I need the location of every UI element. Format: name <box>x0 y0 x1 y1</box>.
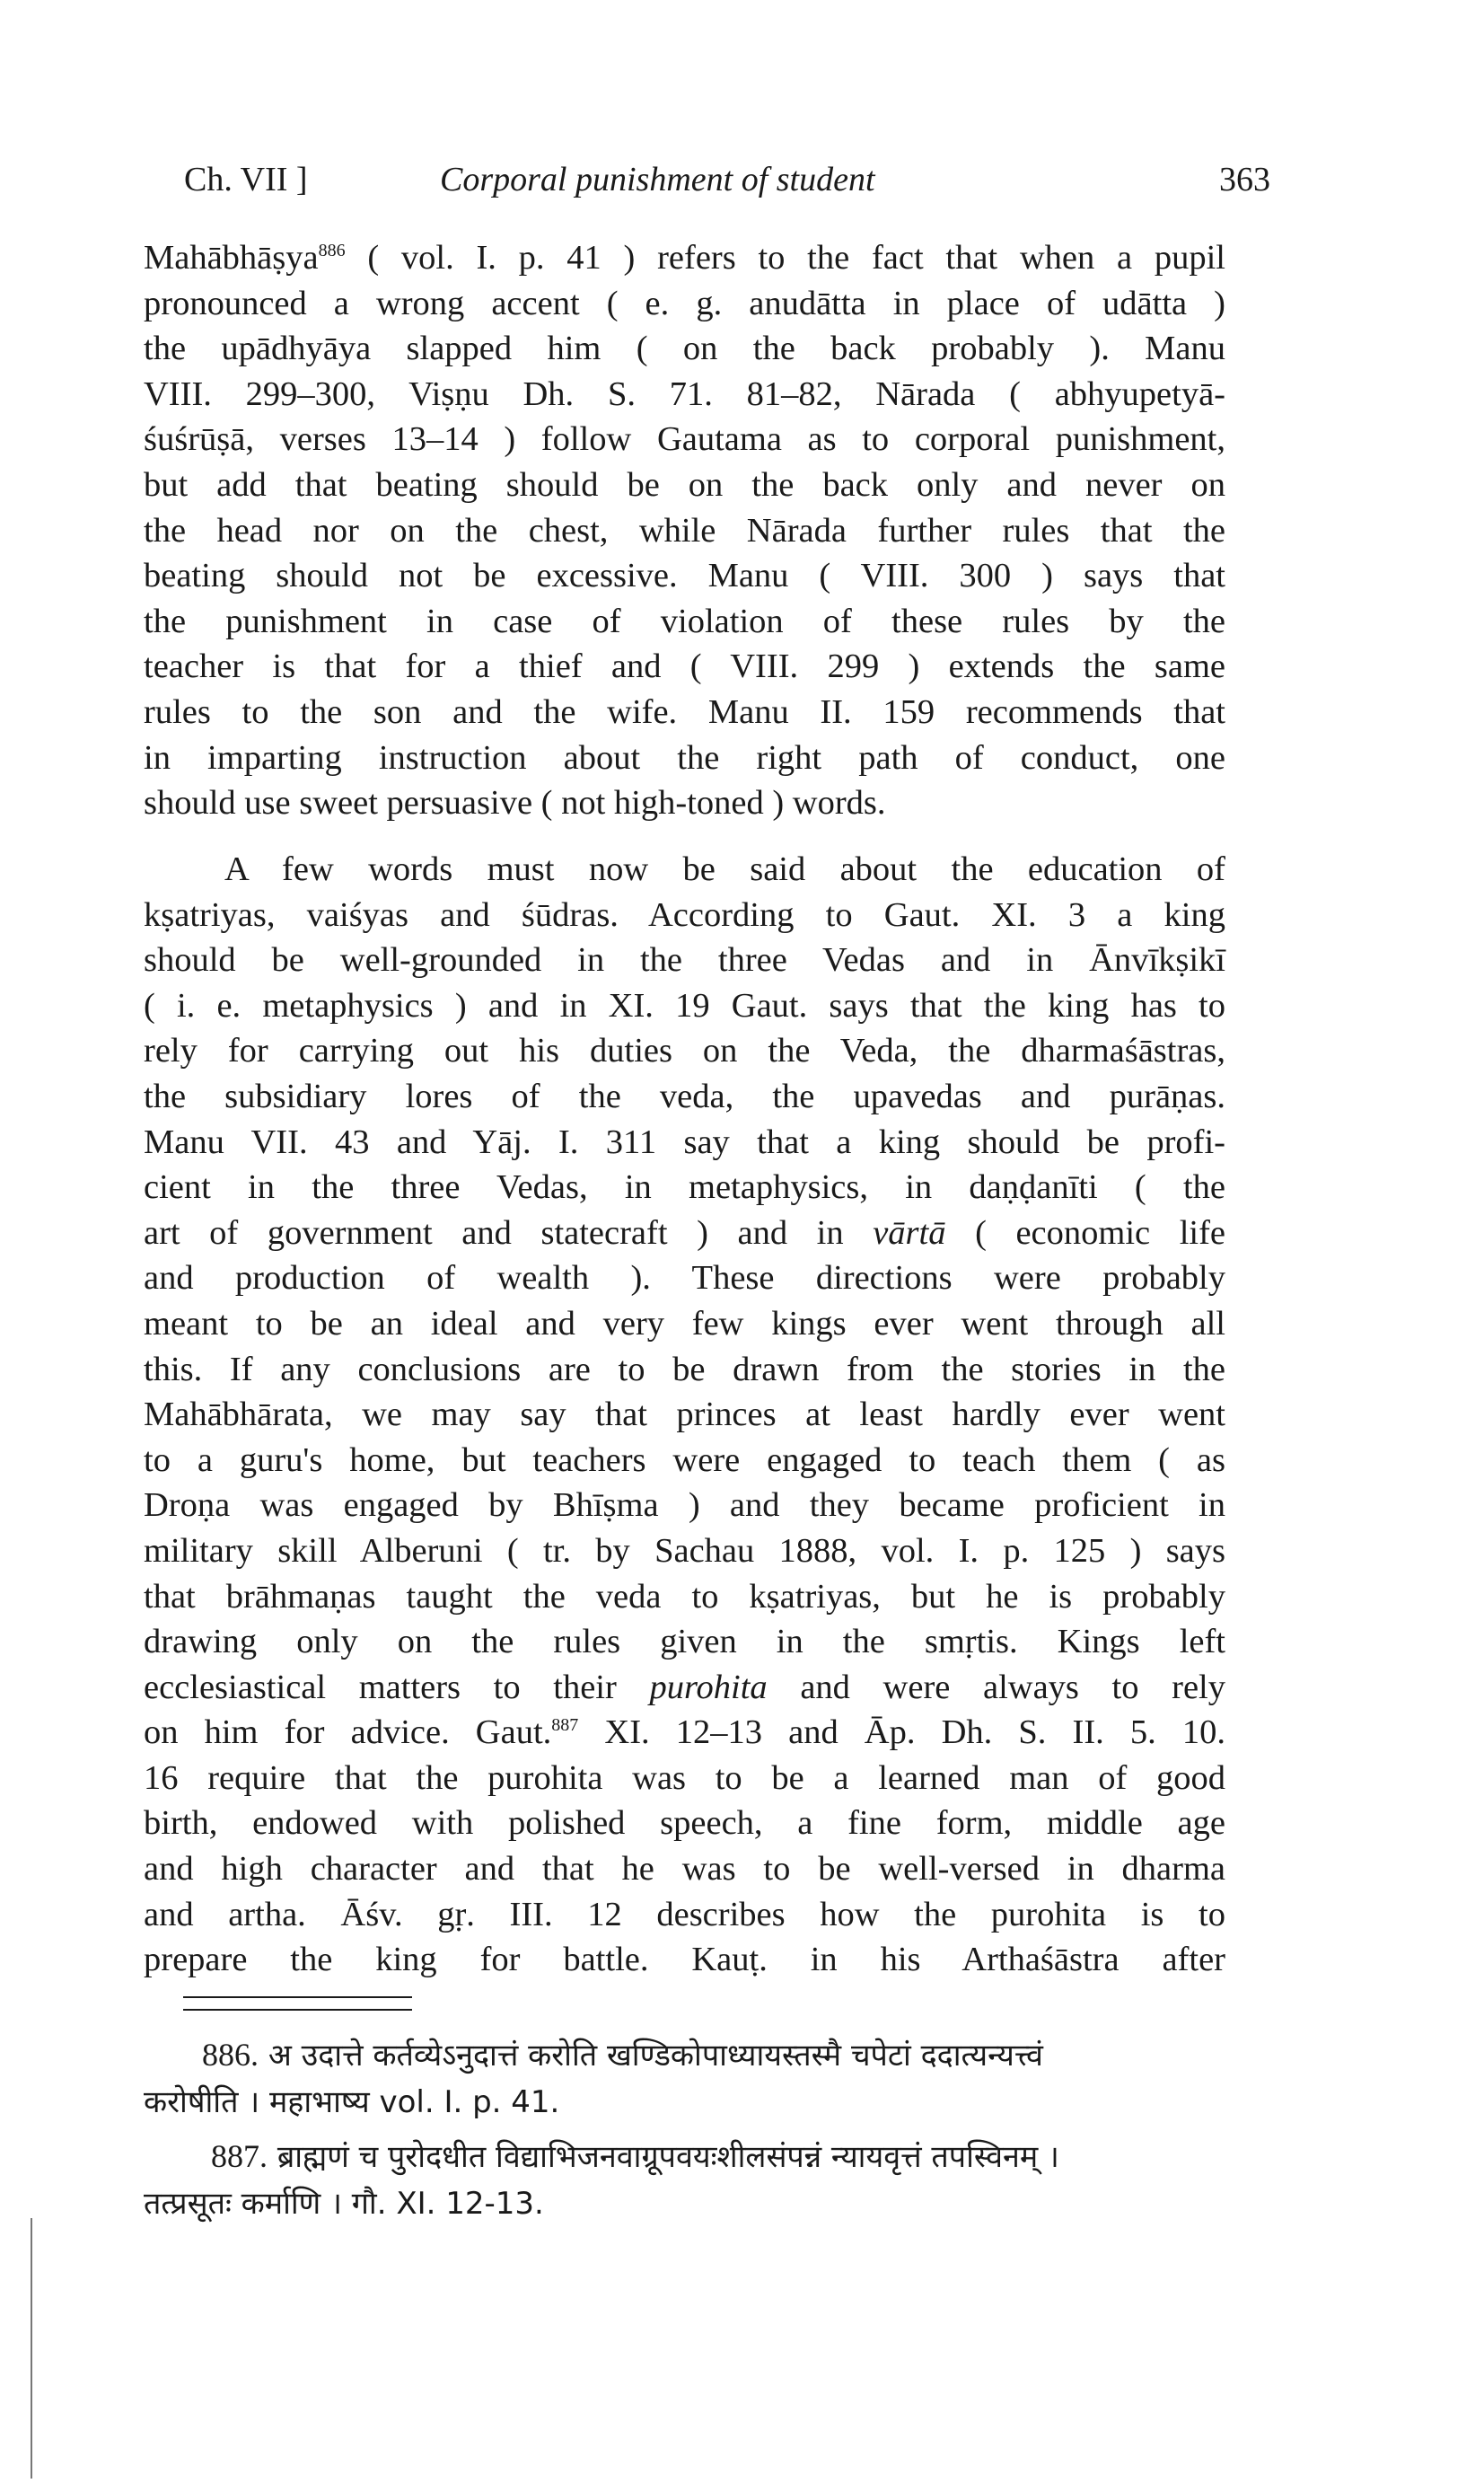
text-run: Mahābhāṣya <box>144 239 319 277</box>
text-line: should use sweet persuasive ( not high-toned ) words. <box>144 784 886 823</box>
text-line: ( i. e. metaphysics ) and in XI. 19 Gaut. says that the king has to <box>144 986 1225 1025</box>
text-line: Droṇa was engaged by Bhīṣma ) and they became proficient in <box>144 1486 1225 1525</box>
footnote-line: तत्प्रसूतः कर्माणि । गौ. XI. 12-13. <box>144 2186 544 2222</box>
text-line: A few words must now be said about the education of <box>224 850 1225 888</box>
text-line: teacher is that for a thief and ( VIII. 299 ) extends the same <box>144 647 1225 686</box>
text-line: military skill Alberuni ( tr. by Sachau 1888, vol. I. p. 125 ) says <box>144 1531 1225 1570</box>
footnote-887 <box>144 2133 1225 2227</box>
text-line: VIII. 299–300, Viṣṇu Dh. S. 71. 81–82, Nārada ( abhyupetyā- <box>144 374 1225 413</box>
text-line: to a guru's home, but teachers were engaged to teach them ( as <box>144 1440 1225 1479</box>
footnote-separator <box>183 1996 412 2011</box>
paragraph-corporal-punishment <box>144 235 1225 826</box>
footnote-text: ब्राह्मणं च पुरोदधीत विद्याभिजनवाग्रूपवयःशीलसंपन्नं न्यायवृत्तं तपस्विनम् । <box>277 2139 1059 2175</box>
footnote-line <box>144 2133 1225 2180</box>
text-line: and artha. Āśv. gṛ. III. 12 describes how the purohita is to <box>144 1895 1225 1933</box>
text-line <box>144 1211 1225 1256</box>
footnote-line: करोषीति । महाभाष्य vol. I. p. 41. <box>144 2084 560 2120</box>
footnote-number: 887. <box>211 2138 268 2174</box>
text-run: XI. 12–13 and Āp. Dh. S. II. 5. 10. <box>578 1713 1226 1752</box>
text-line: prepare the king for battle. Kauṭ. in his Arthaśāstra after <box>144 1941 1225 1979</box>
scan-edge-line <box>31 2218 32 2479</box>
footnote-ref-886[interactable]: 886 <box>318 241 346 260</box>
text-line: Manu VII. 43 and Yāj. I. 311 say that a king should be profi- <box>144 1123 1225 1161</box>
page-number: 363 <box>1219 161 1270 198</box>
chapter-label: Ch. VII ] <box>184 161 308 198</box>
text-line: cient in the three Vedas, in metaphysics, in daṇḍanīti ( the <box>144 1168 1225 1207</box>
text-run: and were always to rely <box>767 1668 1225 1706</box>
text-line: rules to the son and the wife. Manu II. 159 recommends that <box>144 692 1225 731</box>
text-line: meant to be an ideal and very few kings ever went through all <box>144 1304 1225 1343</box>
running-header <box>184 160 1270 214</box>
text-line: and high character and that he was to be well-versed in dharma <box>144 1850 1225 1889</box>
text-line: that brāhmaṇas taught the veda to kṣatriyas, but he is probably <box>144 1577 1225 1616</box>
italic-term: vārtā <box>873 1213 946 1252</box>
text-run: ecclesiastical matters to their <box>144 1668 650 1706</box>
text-line: Mahābhārata, we may say that princes at least hardly ever went <box>144 1396 1225 1434</box>
footnote-886 <box>144 2031 1225 2126</box>
text-line: should be well-grounded in the three Vedas and in Ānvīkṣikī <box>144 941 1225 980</box>
footnote-text: अ उदात्ते कर्तव्येऽनुदात्तं करोति खण्डिकोपाध्यायस्तस्मै चपेटां ददात्यन्यत्त्वं <box>268 2038 1043 2074</box>
text-line: kṣatriyas, vaiśyas and śūdras. According to Gaut. XI. 3 a king <box>144 895 1225 934</box>
footnote-number: 886. <box>202 2037 259 2073</box>
text-line: the subsidiary lores of the veda, the upavedas and purāṇas. <box>144 1077 1225 1115</box>
text-run: art of government and statecraft ) and in <box>144 1213 874 1252</box>
text-run: ( economic life <box>945 1213 1225 1252</box>
text-line: beating should not be excessive. Manu ( VIII. 300 ) says that <box>144 557 1225 595</box>
text-line: rely for carrying out his duties on the Veda, the dharmaśāstras, <box>144 1032 1225 1070</box>
text-line: drawing only on the rules given in the smṛtis. Kings left <box>144 1623 1225 1661</box>
text-line: this. If any conclusions are to be drawn from the stories in the <box>144 1350 1225 1388</box>
text-line <box>144 1665 1225 1711</box>
italic-term: purohita <box>649 1668 768 1706</box>
text-line: śuśrūṣā, verses 13–14 ) follow Gautama as to corporal punishment, <box>144 420 1225 459</box>
text-line <box>144 1710 1225 1756</box>
text-line: in imparting instruction about the right path of conduct, one <box>144 738 1225 777</box>
text-line: the punishment in case of violation of these rules by the <box>144 602 1225 640</box>
footnote-line <box>144 2031 1225 2079</box>
text-line <box>144 235 1225 281</box>
paragraph-education-kshatriyas <box>144 847 1225 1983</box>
text-run: ( vol. I. p. 41 ) refers to the fact that when a pupil <box>345 239 1225 277</box>
text-line: birth, endowed with polished speech, a fine form, middle age <box>144 1804 1225 1843</box>
text-line: 16 require that the purohita was to be a learned man of good <box>144 1758 1225 1797</box>
text-line: the head nor on the chest, while Nārada further rules that the <box>144 511 1225 550</box>
text-run: on him for advice. Gaut. <box>144 1713 552 1752</box>
running-title: Corporal punishment of student <box>440 161 875 198</box>
text-line: pronounced a wrong accent ( e. g. anudātta in place of udātta ) <box>144 284 1225 322</box>
text-line: and production of wealth ). These directions were probably <box>144 1259 1225 1298</box>
footnote-ref-887[interactable]: 887 <box>551 1715 579 1736</box>
text-line: but add that beating should be on the back only and never on <box>144 465 1225 504</box>
text-line: the upādhyāya slapped him ( on the back probably ). Manu <box>144 330 1225 368</box>
